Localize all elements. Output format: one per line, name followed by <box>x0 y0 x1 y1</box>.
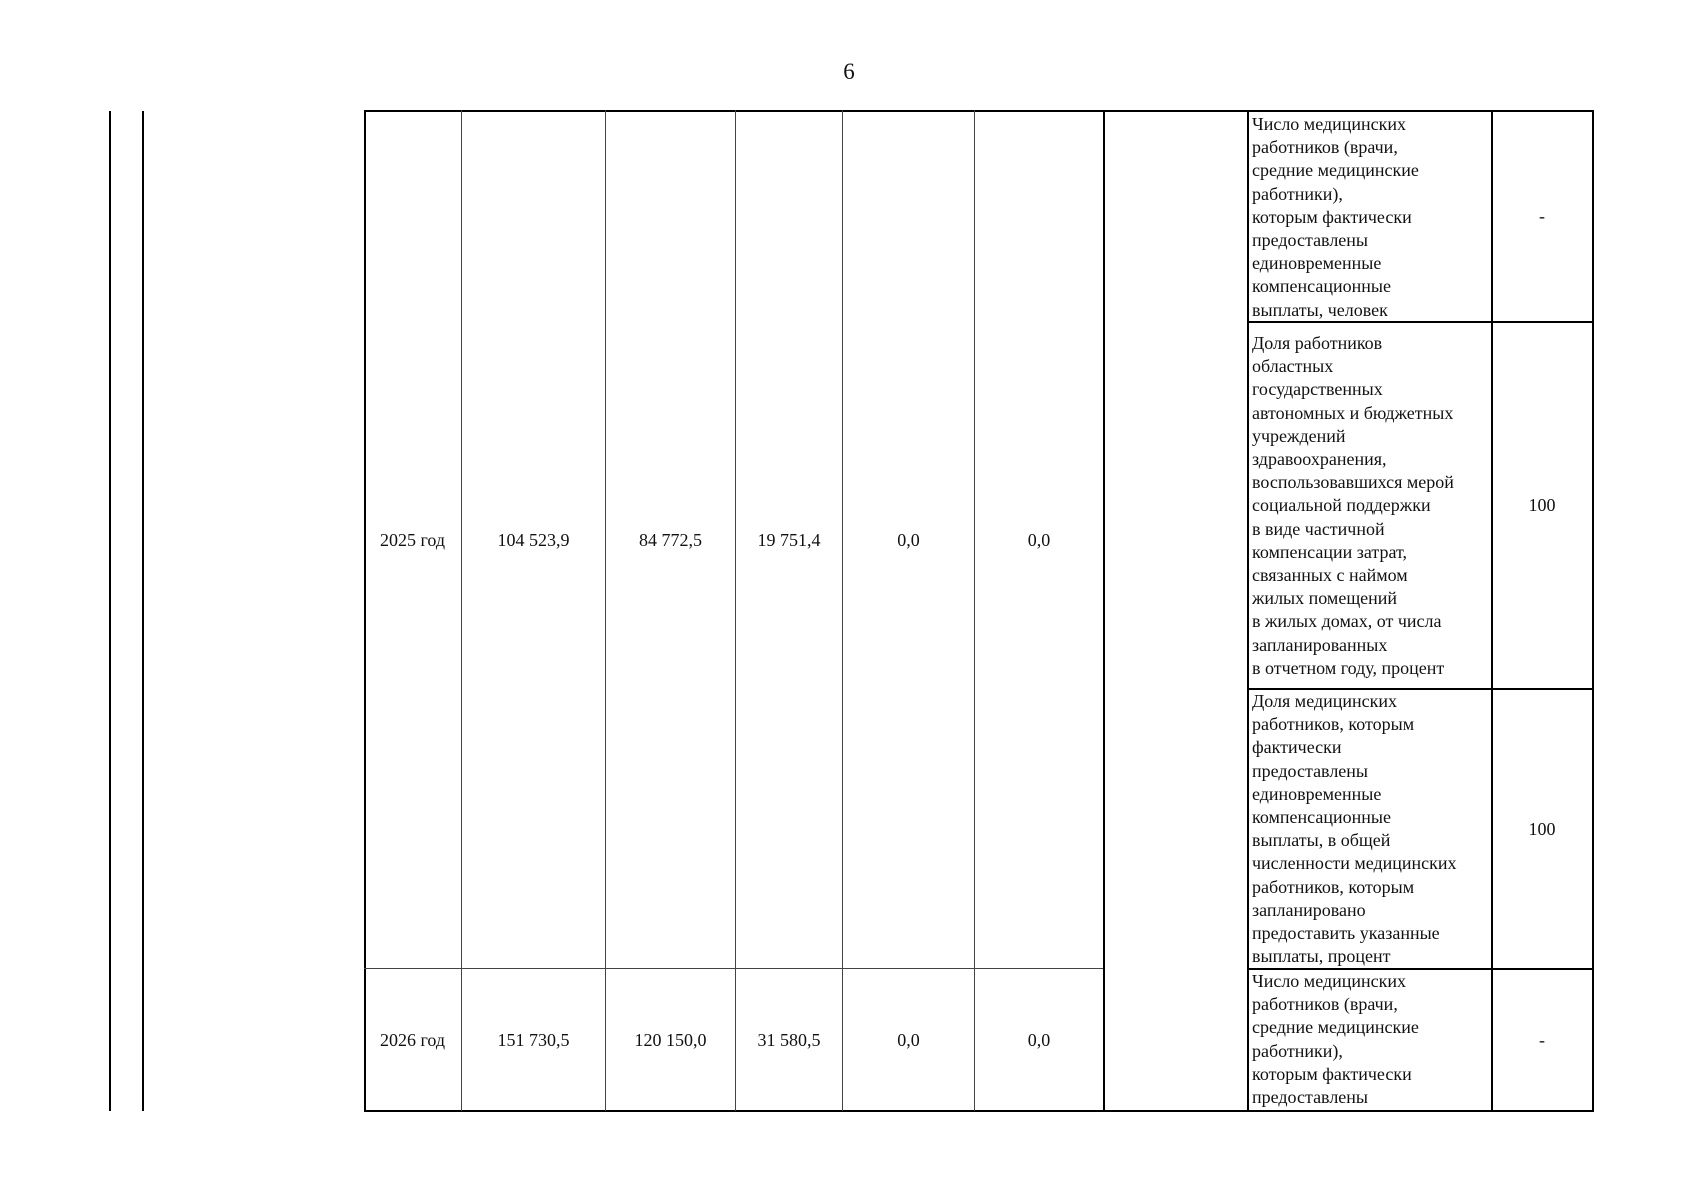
indicator-text: Число медицинских работников (врачи, средние медицинские работники), которым фактически предоставлены единовременные компенсационные выплаты, человек <box>1252 114 1419 320</box>
left-inner-line <box>142 111 144 1111</box>
col-2-cell: 84 772,5 <box>639 529 702 550</box>
col-4-cell: 0,0 <box>897 529 920 550</box>
total-cell: 151 730,5 <box>497 1029 570 1050</box>
indicator-text: Число медицинских работников (врачи, средние медицинские работники), которым фактически предоставлены <box>1252 971 1419 1108</box>
total-cell: 104 523,9 <box>497 529 570 550</box>
col-indicator-left-line <box>1247 110 1249 1111</box>
col-3-cell: 19 751,4 <box>757 529 821 550</box>
col-6-left-line <box>1103 110 1105 1111</box>
indicator-value: 100 <box>1528 818 1556 839</box>
indicator-value: - <box>1539 1029 1545 1050</box>
col-2-cell: 120 150,0 <box>634 1029 707 1050</box>
year-cell: 2025 год <box>379 529 446 550</box>
table-bottom-line <box>364 1110 1594 1112</box>
indicator-text: Доля медицинских работников, которым фактически предоставлены единовременные компенсационные выплаты, в общей численности медицинских работников, которым запланировано предоставить указанные выплаты, процент <box>1252 691 1457 967</box>
table-right-line <box>1592 110 1594 1111</box>
col-5-cell: 0,0 <box>1027 1029 1051 1050</box>
col-5-cell: 0,0 <box>1027 529 1051 550</box>
indicator-value: 100 <box>1528 495 1556 515</box>
indicator-text: Доля работников областных государственных автономных и бюджетных учреждений здравоохранения, воспользовавшихся мерой социальной поддержки в виде частичной компенсации затрат, связанных с наймом жилых помещений в жилых домах, от числа запланированных в отчетном году, процент <box>1252 333 1454 678</box>
col-4-cell: 0,0 <box>897 1029 920 1050</box>
left-border-line <box>109 111 111 1111</box>
page-number: 6 <box>843 59 855 84</box>
col-3-cell: 31 580,5 <box>757 1029 821 1050</box>
indicator-value: - <box>1539 206 1545 226</box>
year-cell: 2026 год <box>379 1029 446 1050</box>
